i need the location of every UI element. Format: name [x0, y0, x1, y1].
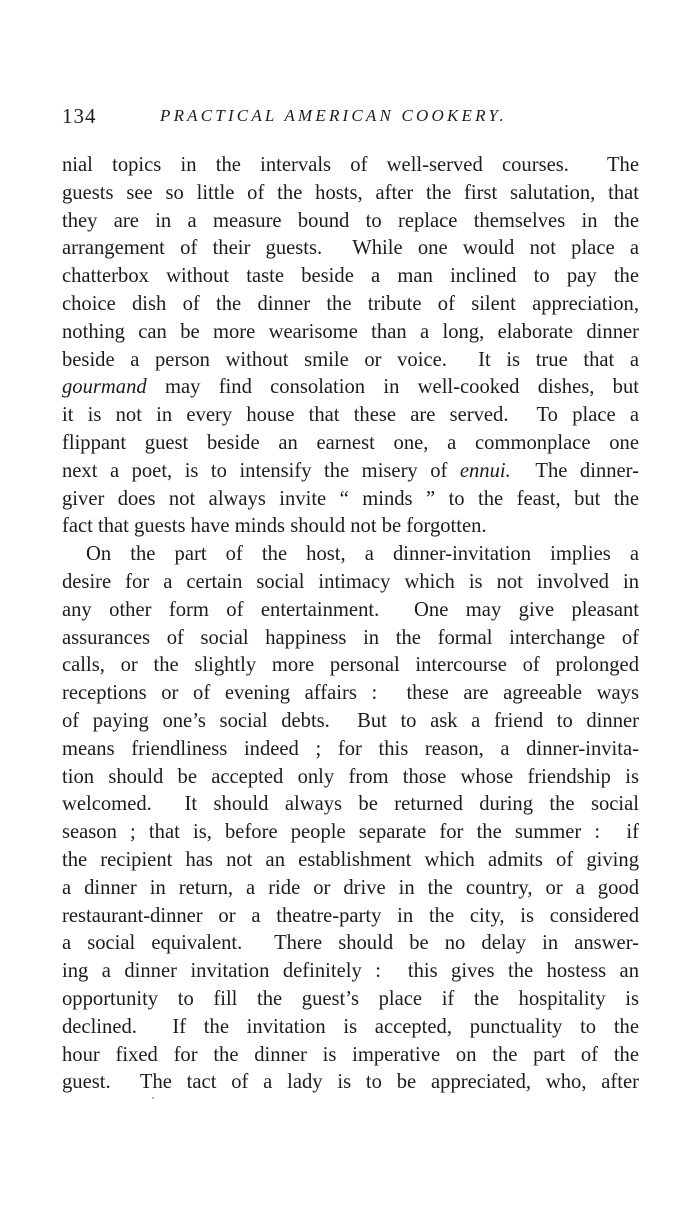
- text-line: flippant guest beside an earnest one, a commonplace one: [62, 431, 639, 454]
- text-line: guest. The tact of a lady is to be appreciated, who, after: [62, 1071, 639, 1094]
- text-line: declined. If the invitation is accepted, punctuality to the: [62, 1015, 639, 1038]
- text-line: desire for a certain social intimacy which is not involved in: [62, 570, 639, 593]
- text-line: guests see so little of the hosts, after the first salutation, that: [62, 181, 639, 204]
- text-line: it is not in every house that these are served. To place a: [62, 404, 639, 427]
- text-line: a dinner in return, a ride or drive in the country, or a good: [62, 876, 639, 899]
- text-line: they are in a measure bound to replace themselves in the: [62, 209, 639, 232]
- text-line: gourmand may find consolation in well-cooked dishes, but: [62, 376, 639, 399]
- text-line: giver does not always invite “ minds ” to the feast, but the: [62, 487, 639, 510]
- italic-term: ennui.: [459, 459, 511, 482]
- text-line: nothing can be more wearisome than a long, elaborate dinner: [62, 320, 639, 343]
- text-line: of paying one’s social debts. But to ask a friend to dinner: [62, 709, 639, 732]
- text-line: hour fixed for the dinner is imperative on the part of the: [62, 1043, 639, 1066]
- text-line: a social equivalent. There should be no delay in answer-: [62, 932, 639, 955]
- text-line: assurances of social happiness in the formal interchange of: [62, 626, 639, 649]
- text-line: calls, or the slightly more personal intercourse of prolonged: [62, 654, 639, 677]
- text-line: nial topics in the intervals of well-served courses. The: [62, 154, 639, 176]
- text-line: ing a dinner invitation definitely : this gives the hostess an: [62, 960, 639, 983]
- text-line: the recipient has not an establishment which admits of giving: [62, 848, 639, 871]
- running-head: [62, 104, 642, 134]
- text-line: opportunity to fill the guest’s place if the hospitality is: [62, 987, 639, 1010]
- text-line: any other form of entertainment. One may give pleasant: [62, 598, 639, 621]
- text-line: chatterbox without taste beside a man inclined to pay the: [62, 265, 639, 288]
- text-line: receptions or of evening affairs : these are agreeable ways: [62, 682, 639, 705]
- body-text: [62, 152, 639, 1097]
- text-line: beside a person without smile or voice. It is true that a: [62, 348, 639, 371]
- print-speck: [152, 1097, 154, 1099]
- text-line: fact that guests have minds should not be forgotten.: [62, 515, 487, 538]
- text-line: next a poet, is to intensify the misery of ennui. The dinner-: [62, 459, 639, 482]
- text-line: arrangement of their guests. While one would not place a: [62, 237, 639, 260]
- running-title: PRACTICAL AMERICAN COOKERY.: [160, 106, 507, 125]
- text-line: choice dish of the dinner the tribute of silent appreciation,: [62, 292, 639, 315]
- text-line: tion should be accepted only from those whose friendship is: [62, 765, 639, 788]
- text-line: restaurant-dinner or a theatre-party in the city, is considered: [62, 904, 639, 927]
- text-line: welcomed. It should always be returned during the social: [62, 793, 639, 816]
- page-number: 134: [62, 104, 97, 128]
- text-line: On the part of the host, a dinner-invitation implies a: [86, 543, 639, 566]
- text-line: season ; that is, before people separate for the summer : if: [62, 821, 639, 844]
- text-line: means friendliness indeed ; for this reason, a dinner-invita-: [62, 737, 639, 760]
- italic-term: gourmand: [62, 376, 147, 399]
